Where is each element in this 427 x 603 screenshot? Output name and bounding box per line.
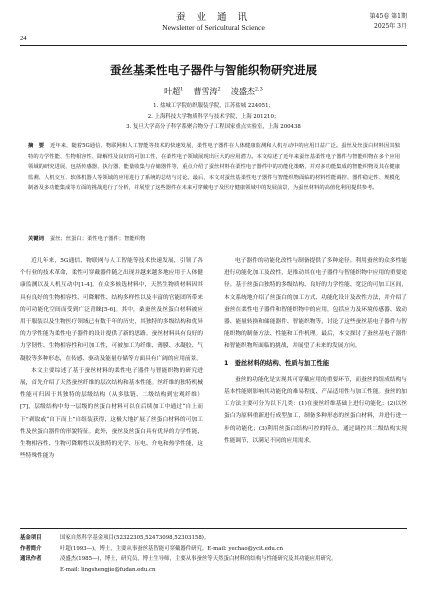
author-bio-line xyxy=(20,544,407,555)
author-name: 曹雪涛 xyxy=(193,87,218,96)
author-affil-mark: 1 xyxy=(180,86,184,93)
issue-info xyxy=(337,12,407,32)
keywords xyxy=(28,234,400,244)
author-affil-mark: 2,3 xyxy=(254,86,263,93)
corresponding-author-line xyxy=(20,554,407,565)
footnote-rule xyxy=(20,528,407,529)
author-name: 叶超 xyxy=(164,87,181,96)
volume-issue: 第45卷 第1期 xyxy=(369,13,407,20)
affiliation-line: 3. 复旦大学高分子科学系聚合物分子工程国家重点实验室，上海 200438 xyxy=(126,124,301,130)
abstract-label: 摘 要 xyxy=(28,143,45,149)
body-column-left xyxy=(20,255,203,462)
abstract-text: 近年来，随着5G通信、物联网和人工智能等技术的快速发展，柔性电子器件在人体健康监测和人机互动中的应用日益广泛。蚕丝及丝蛋白材料因其独特的力学性能、生物相容性、降解性及良好的可加工性，在柔性电子领域展现出巨大的应用潜力。本文综述了近年来蚕丝基柔性电子器件与智能织物在多个应用领域的研究进展，包括传感器、执行器、能量收集与存储器件等，重点介绍了蚕丝材料在柔性电子器件中的功能化策略，并对多功能集成的智能织物及其在健康监测、人机交互、软体机器人等领域的应用进行了系统的总结与讨论。最后，本文对蚕丝基柔性电子器件与智能织物面临的材料性能调控、器件稳定性、规模化制备及多功能集成等方面的挑战进行了分析，并展望了这些器件在未来可穿戴电子及医疗健康领域中的发展前景，为蚕丝材料的高值化利用提供参考。 xyxy=(28,143,400,192)
author-bio-label: 作者简介 xyxy=(20,545,42,552)
header-rule xyxy=(20,45,407,46)
fund-label: 基金项目 xyxy=(20,535,42,541)
keywords-text: 蚕丝；丝蛋白；柔性电子器件；智能织物 xyxy=(49,236,146,242)
body-paragraph: 蚕丝的功能化是实现其可穿戴应用的重要环节，而蚕丝的组成结构与基本性能则影响其功能化的难易程度、产品适用性与加工性能。蚕丝的加工方法主要可分为以下几类：(1)在蚕丝纤维基础上进行功能化；(2)以丝蛋白为原料重新进行成型加工，制备多种形态的丝蛋白材料，并进行进一步的功能化；(3)利用丝蛋白结构可控的特点，通过调控其二级结构实现性能调节，以满足不同的应用需求。 xyxy=(224,376,407,444)
journal-title: 蚕 业 通 讯 xyxy=(175,12,252,23)
author-affil-mark: 2 xyxy=(217,86,221,93)
author-bio-text: 叶超(1993—)，博士，主要从事蚕丝基智能可穿戴器件研究。E-mail: yechao@ycit.edu.cn xyxy=(60,545,284,552)
journal-subtitle: Newsletter of Sericultural Science xyxy=(162,23,265,32)
issue-date: 2025年 3月 xyxy=(374,23,407,30)
corresponding-author-text: 凌盛杰(1985—)，博士，研究员，博士生导师，主要从事蚕丝等天然蛋白材料的结构与性能研究及其功能应用研究。 xyxy=(60,556,337,562)
paper-title: 蚕丝基柔性电子器件与智能织物研究进展 xyxy=(110,63,317,77)
keywords-label: 关键词 xyxy=(28,236,44,242)
corresponding-author-label: 通讯作者 xyxy=(20,556,42,562)
body-paragraph: 本文主要综述了基于蚕丝材料的柔性电子器件与智能织物的研究进展，首先介绍了天然蚕丝纤维的层次结构和基本性能。丝纤维的独特机械性能可归因于其独特的层级结构（从多肽链、二级结构到宏观纤维）[7]，层级结构中每一层级的丝蛋白材料可以在后续加工中通过“自上而下”剥取或“自下而上”自组装获得，这极大地扩展了丝蛋白材料的可加工性及丝蛋白器件的形貌特征。此外，蚕丝及丝蛋白具有优异的力学性能、生物相容性、生物可降解性以及独特的光学、压电、介电和热学性能，这些特殊性能为 xyxy=(20,367,203,460)
fund-text: 国家自然科学基金项目(52322305,52473098,52303158)。 xyxy=(60,535,210,541)
page-number: 24 xyxy=(20,35,27,42)
body-column-right xyxy=(224,255,407,447)
abstract xyxy=(28,141,400,194)
affiliations xyxy=(0,101,427,133)
section-heading: 1 蚕丝材料的结构、性质与加工性能 xyxy=(224,359,330,367)
fund-line xyxy=(20,533,407,544)
affiliation-line: 2. 上海科技大学物质科学与技术学院，上海 201210； xyxy=(147,113,280,120)
body-paragraph: 电子器件的功能化改性与制备提供了多种途径。利用蚕丝的众多性能进行功能化加工及改性，是推动其在电子器件与智能织物中应用的重要途径。基于丝蛋白独特的多级结构、良好的力学性能、宽泛的可加工区间，本文系统地介绍了丝蛋白的加工方式、功能化设计及改性方法，并介绍了蚕丝在柔性电子器件和智能织物中的应用，包括应力及环境传感器、致动器、能量转换和储能器件、智能织物等，讨论了这些蚕丝基电子器件与智能织物的制备方法、性能和工作机理。最后，本文探讨了蚕丝基电子器件和智能织物所面临的挑战，并展望了未来的发展方向。 xyxy=(224,258,407,350)
corresponding-email: E-mail: lingshengjie@fudan.edu.cn xyxy=(60,566,156,573)
body-paragraph: 近几年来，5G通信、物联网与人工智能等技术快速发展，引领了各个行业的技术革命，柔性可穿戴器件随之出现并越来越多地应用于人体健康监测以及人机互动中[1-4]。在众多候选材料中，天然生物质材料因其具有良好的生物相容性、可降解性、结构多样性以及丰富的官能团所带来的可功能化空间而受到广泛青睐[5-6]。其中，桑蚕丝及丝蛋白材料被应用于服装以及生物医疗领域已有数千年的历史，其独特的多级结构和优异的力学性能为柔性电子器件的设计提供了新的思路。蚕丝材料具有良好的力学韧性、生物相容性和可加工性，可被加工为纤维、薄膜、水凝胶、气凝胶等多种形态，在传感、驱动及能量存储等方面具有广阔的应用前景。 xyxy=(20,258,203,362)
affiliation-line: 1. 盐城工学院纺织服装学院，江苏盐城 224051； xyxy=(153,103,274,109)
author-list xyxy=(0,86,427,97)
footnote xyxy=(20,533,407,575)
author-name: 凌盛杰 xyxy=(230,87,255,96)
